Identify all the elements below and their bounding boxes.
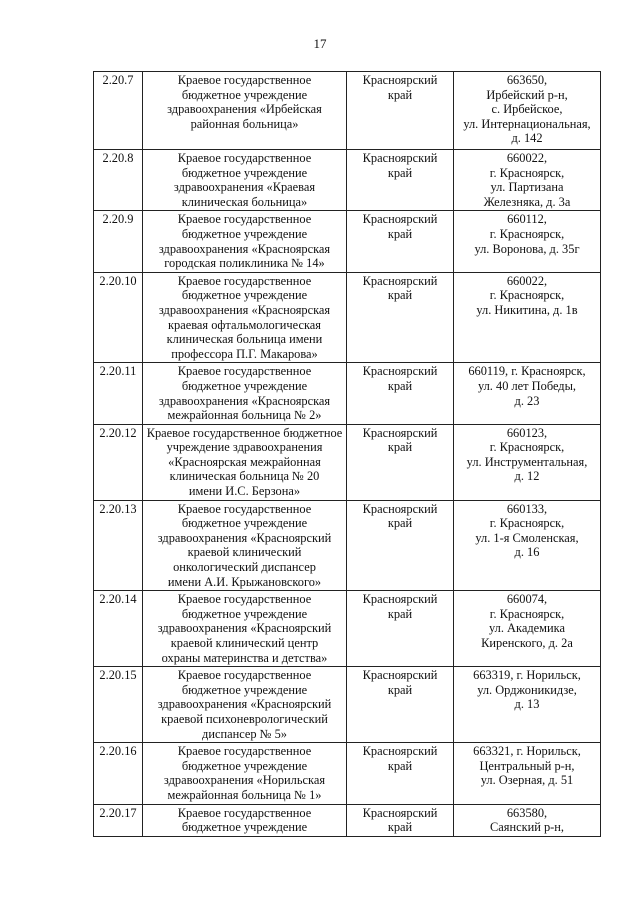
cell-number: 2.20.17	[94, 804, 143, 836]
cell-address	[454, 211, 601, 272]
cell-institution-name	[143, 150, 347, 211]
cell-institution-name-line: краевая офтальмологическая	[168, 317, 321, 332]
cell-institution-name-line: охраны материнства и детства»	[161, 650, 328, 665]
cell-institution-name-line: бюджетное учреждение	[181, 682, 308, 697]
table-row	[94, 743, 601, 804]
cell-institution-name-line: районная больница»	[190, 116, 299, 131]
cell-institution-name-line: бюджетное учреждение	[181, 165, 308, 180]
cell-address-line: ул. Инструментальная,	[466, 454, 588, 469]
table-row	[94, 363, 601, 424]
cell-region	[347, 72, 454, 150]
cell-region	[347, 667, 454, 743]
cell-institution-name-line: здравоохранения «Красноярская	[158, 393, 331, 408]
cell-region	[347, 591, 454, 667]
cell-institution-name-line: Краевое государственное	[177, 668, 312, 683]
cell-address-line: ул. Озерная, д. 51	[480, 773, 574, 788]
cell-institution-name-line: Краевое государственное	[177, 501, 312, 516]
cell-region-line: край	[387, 440, 413, 455]
cell-region-line: Красноярский	[362, 212, 438, 227]
cell-region-line: Красноярский	[362, 273, 438, 288]
cell-institution-name-line: Краевое государственное бюджетное	[146, 425, 343, 440]
cell-address-line: г. Красноярск,	[489, 226, 565, 241]
cell-region-line: Красноярский	[362, 151, 438, 165]
cell-address-line: ул. Воронова, д. 35г	[474, 241, 580, 256]
cell-region-line: край	[387, 165, 413, 180]
cell-institution-name-line: имени А.И. Крыжановского»	[167, 574, 322, 589]
cell-region-line: край	[387, 288, 413, 303]
cell-address-line: Ирбейский р-н,	[486, 87, 568, 102]
cell-address-line: Киренского, д. 2а	[481, 636, 573, 650]
cell-address-line: д. 16	[514, 545, 540, 560]
cell-address-line: 660133,	[506, 501, 548, 516]
cell-institution-name-line: Краевое государственное	[177, 744, 312, 759]
cell-number: 2.20.10	[94, 272, 143, 363]
cell-institution-name-line: профессора П.Г. Макарова»	[171, 346, 318, 361]
cell-address-line: д. 23	[514, 393, 540, 408]
cell-region	[347, 363, 454, 424]
cell-institution-name-line: Краевое государственное	[177, 805, 312, 820]
cell-institution-name-line: учреждение здравоохранения	[166, 440, 323, 455]
cell-region-line: Красноярский	[362, 425, 438, 440]
cell-institution-name	[143, 591, 347, 667]
table-row	[94, 500, 601, 591]
cell-institution-name	[143, 272, 347, 363]
cell-address-line: г. Красноярск,	[489, 165, 565, 180]
cell-region-line: Красноярский	[362, 501, 438, 516]
cell-institution-name-line: бюджетное учреждение	[181, 820, 308, 835]
cell-institution-name	[143, 72, 347, 150]
cell-institution-name	[143, 424, 347, 500]
cell-institution-name-line: здравоохранения «Ирбейская	[167, 102, 322, 117]
cell-address-line: 663580,	[506, 805, 548, 820]
cell-institution-name-line: бюджетное учреждение	[181, 288, 308, 303]
cell-institution-name-line: Краевое государственное	[177, 212, 312, 227]
cell-address	[454, 363, 601, 424]
table-row	[94, 804, 601, 836]
cell-region-line: край	[387, 87, 413, 102]
cell-region-line: край	[387, 820, 413, 835]
cell-address	[454, 667, 601, 743]
cell-region-line: Красноярский	[362, 73, 438, 87]
cell-institution-name-line: Краевое государственное	[177, 73, 312, 87]
cell-address-line: 660022,	[506, 151, 548, 165]
cell-institution-name-line: здравоохранения «Красноярская	[158, 302, 331, 317]
cell-institution-name	[143, 743, 347, 804]
cell-address-line: д. 12	[514, 469, 540, 484]
cell-address-line: ул. Партизана	[490, 180, 564, 195]
cell-institution-name-line: межрайонная больница № 2»	[167, 408, 322, 423]
cell-institution-name-line: здравоохранения «Красноярский	[157, 697, 332, 712]
cell-address-line: ул. Интернациональная,	[463, 116, 591, 131]
cell-institution-name-line: бюджетное учреждение	[181, 226, 308, 241]
cell-address	[454, 424, 601, 500]
cell-institution-name	[143, 667, 347, 743]
cell-address	[454, 500, 601, 591]
cell-number: 2.20.7	[94, 72, 143, 150]
cell-address-line: г. Красноярск,	[489, 288, 565, 303]
cell-institution-name-line: здравоохранения «Красноярская	[158, 241, 331, 256]
cell-region-line: Красноярский	[362, 744, 438, 759]
cell-region-line: край	[387, 682, 413, 697]
cell-institution-name-line: краевой клинический	[187, 545, 302, 560]
cell-region	[347, 272, 454, 363]
cell-institution-name-line: Краевое государственное	[177, 592, 312, 607]
cell-institution-name-line: здравоохранения «Красноярский	[157, 530, 332, 545]
table-row	[94, 424, 601, 500]
table-row	[94, 272, 601, 363]
cell-region-line: Красноярский	[362, 592, 438, 607]
cell-address-line: 663650,	[506, 73, 548, 87]
cell-institution-name	[143, 211, 347, 272]
cell-institution-name-line: здравоохранения «Красноярский	[157, 621, 332, 636]
cell-address-line: г. Красноярск,	[489, 516, 565, 531]
cell-region	[347, 500, 454, 591]
cell-number: 2.20.8	[94, 150, 143, 211]
cell-address-line: г. Красноярск,	[489, 606, 565, 621]
cell-institution-name-line: бюджетное учреждение	[181, 87, 308, 102]
cell-institution-name-line: бюджетное учреждение	[181, 516, 308, 531]
cell-institution-name-line: краевой клинический центр	[170, 636, 319, 650]
cell-region-line: край	[387, 606, 413, 621]
cell-address-line: Саянский р-н,	[489, 820, 565, 835]
cell-institution-name-line: онкологический диспансер	[173, 560, 316, 575]
cell-address	[454, 272, 601, 363]
cell-region-line: край	[387, 516, 413, 531]
cell-address	[454, 150, 601, 211]
table-row	[94, 667, 601, 743]
cell-address-line: 663319, г. Норильск,	[473, 668, 581, 683]
cell-region-line: край	[387, 226, 413, 241]
cell-institution-name	[143, 804, 347, 836]
cell-address-line: с. Ирбейское,	[491, 102, 563, 117]
cell-address-line: 660123,	[506, 425, 548, 440]
cell-address-line: Центральный р-н,	[479, 758, 575, 773]
cell-institution-name-line: Краевое государственное	[177, 364, 312, 379]
cell-address	[454, 72, 601, 150]
cell-region	[347, 804, 454, 836]
page-number: 17	[313, 36, 327, 51]
cell-address-line: 663321, г. Норильск,	[473, 744, 581, 759]
cell-address	[454, 591, 601, 667]
cell-institution-name-line: имени И.С. Берзона»	[188, 484, 301, 499]
cell-address-line: д. 142	[511, 131, 543, 146]
cell-region-line: Красноярский	[362, 364, 438, 379]
cell-region-line: край	[387, 758, 413, 773]
cell-institution-name-line: клиническая больница № 20	[169, 469, 320, 484]
cell-address-line: ул. Орджоникидзе,	[477, 682, 577, 697]
cell-address-line: ул. 1-я Смоленская,	[475, 530, 579, 545]
cell-address-line: 660022,	[506, 273, 548, 288]
cell-institution-name-line: Краевое государственное	[177, 151, 312, 165]
cell-address-line: г. Красноярск,	[489, 440, 565, 455]
cell-institution-name-line: бюджетное учреждение	[181, 758, 308, 773]
cell-address-line: д. 13	[514, 697, 540, 712]
cell-address-line: 660074,	[506, 592, 548, 607]
cell-address-line: ул. Академика	[489, 621, 565, 636]
cell-address-line: 660119, г. Красноярск,	[468, 364, 586, 379]
cell-number: 2.20.9	[94, 211, 143, 272]
table-row	[94, 591, 601, 667]
cell-number: 2.20.15	[94, 667, 143, 743]
cell-institution-name-line: диспансер № 5»	[202, 726, 287, 741]
cell-region-line: Красноярский	[362, 805, 438, 820]
cell-number: 2.20.13	[94, 500, 143, 591]
cell-institution-name-line: межрайонная больница № 1»	[167, 787, 322, 802]
cell-institution-name-line: «Красноярская межрайонная	[168, 454, 321, 469]
cell-region-line: Красноярский	[362, 668, 438, 683]
cell-region	[347, 211, 454, 272]
cell-number: 2.20.11	[94, 363, 143, 424]
table-row	[94, 72, 601, 150]
cell-region	[347, 150, 454, 211]
cell-number: 2.20.12	[94, 424, 143, 500]
cell-institution-name-line: клиническая больница имени	[166, 332, 323, 347]
cell-region-line: край	[387, 378, 413, 393]
cell-institution-name-line: здравоохранения «Норильская	[163, 773, 326, 788]
cell-institution-name-line: клиническая больница»	[181, 194, 308, 209]
cell-address-line: ул. Никитина, д. 1в	[476, 302, 578, 317]
cell-address-line: Железняка, д. 3а	[483, 194, 571, 209]
table-row	[94, 211, 601, 272]
cell-institution-name-line: бюджетное учреждение	[181, 606, 308, 621]
cell-address	[454, 804, 601, 836]
cell-region	[347, 424, 454, 500]
table-row	[94, 150, 601, 211]
cell-region	[347, 743, 454, 804]
cell-address-line: ул. 40 лет Победы,	[477, 378, 577, 393]
cell-address	[454, 743, 601, 804]
cell-institution-name-line: Краевое государственное	[177, 273, 312, 288]
cell-institution-name-line: бюджетное учреждение	[181, 378, 308, 393]
cell-institution-name	[143, 363, 347, 424]
institutions-table	[93, 71, 601, 837]
cell-address-line: 660112,	[507, 212, 547, 227]
cell-institution-name-line: краевой психоневрологический	[161, 711, 328, 726]
cell-institution-name-line: городская поликлиника № 14»	[164, 256, 325, 271]
cell-number: 2.20.14	[94, 591, 143, 667]
cell-institution-name	[143, 500, 347, 591]
cell-institution-name-line: здравоохранения «Краевая	[173, 180, 316, 195]
cell-number: 2.20.16	[94, 743, 143, 804]
